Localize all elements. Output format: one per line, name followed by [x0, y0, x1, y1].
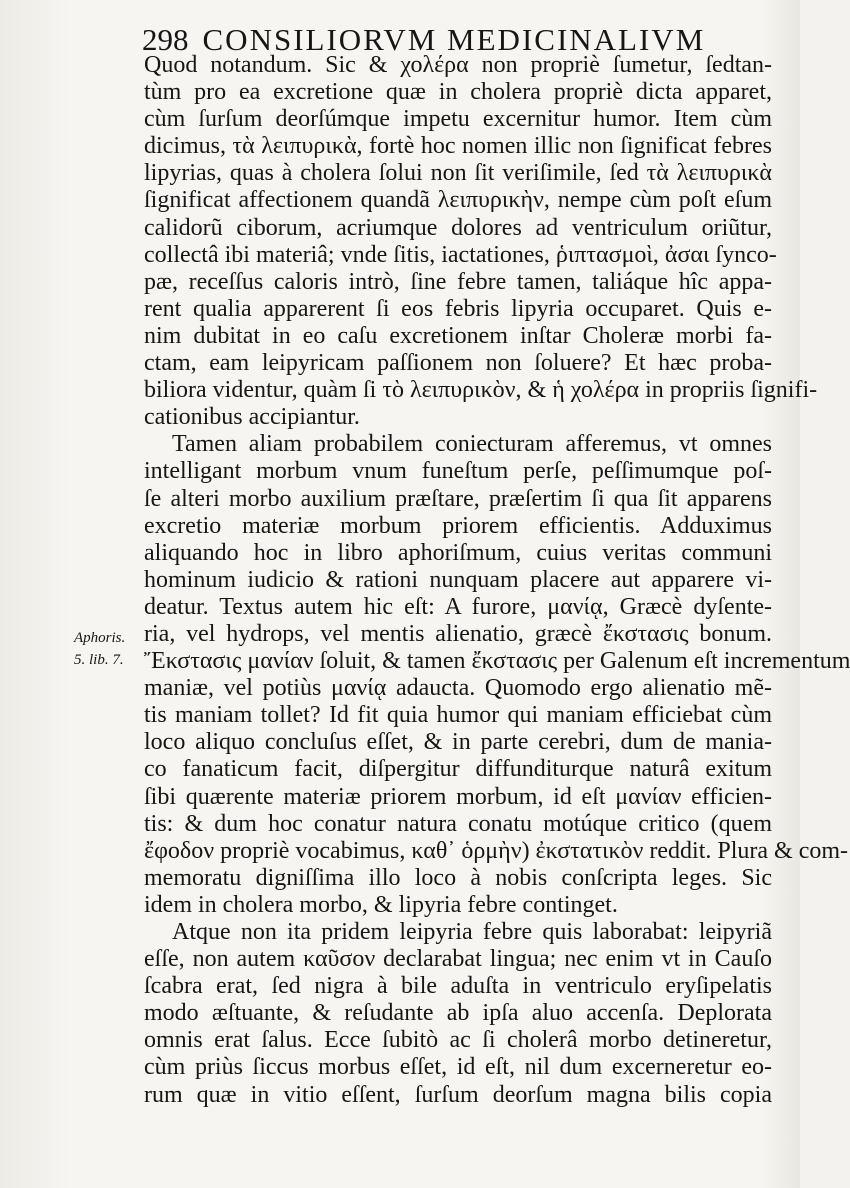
text-line: ſe alteri morbo auxilium præſtare, præſertim ſi qua ſit apparens	[144, 485, 772, 512]
text-line: ſignificat affectionem quandã λειπυρικὴν, nempe cùm poſt eſum	[144, 187, 772, 214]
text-line: pæ, receſſus caloris intrò, ſine febre tamen, taliáque hîc appa-	[144, 268, 772, 295]
text-line: ctam, eam leipyricam paſſionem non ſoluere? Et hæc proba-	[144, 350, 772, 377]
text-line: ἔφοδον propriè vocabimus, καθ᾽ ὁρμὴν) ἐκστατικὸν reddit. Plura & com-	[144, 837, 849, 864]
text-line: idem in cholera morbo, & lipyria febre continget.	[144, 891, 618, 918]
text-line: rent qualia apparerent ſi eos febris lipyria occuparet. Quis e-	[144, 295, 772, 322]
text-line: tis: & dum hoc conatur natura conatu motúque critico (quem	[144, 810, 772, 837]
text-line: Ἔκστασις μανίαν ſoluit, & tamen ἔκστασις per Galenum eſt incrementum	[144, 648, 850, 675]
text-line: tùm pro ea excretione quæ in cholera propriè dicta apparet,	[144, 79, 772, 106]
text-line: Quod notandum. Sic & χολέρα non propriè ſumetur, ſedtan-	[144, 52, 772, 78]
text-line: maniæ, vel potiùs μανίᾳ adaucta. Quomodo ergo alienatio mẽ-	[144, 675, 772, 702]
text-line: hominum iudicio & rationi nunquam placere aut apparere vi-	[144, 566, 772, 593]
body-text	[144, 52, 850, 1109]
text-line: ſcabra erat, ſed nigra à bile aduſta in ventriculo eryſipelatis	[144, 973, 772, 1000]
running-title: CONSILIORVM MEDICINALIVM	[202, 22, 706, 57]
text-line: nim dubitat in eo caſu excretionem inſtar Choleræ morbi fa-	[144, 322, 772, 349]
text-line: intelligant morbum vnum funeſtum perſe, peſſimumque poſ-	[144, 458, 772, 485]
text-line: cùm ſurſum deorſúmque impetu excernitur humor. Item cùm	[144, 106, 772, 133]
text-line: collectâ ibi materiâ; vnde ſitis, iactationes, ῥιπτασμοὶ, ἀσαι ſynco-	[144, 241, 777, 268]
margin-note-reference: 5. lib. 7.	[74, 652, 124, 668]
text-line: aliquando hoc in libro aphoriſmum, cuius veritas communi	[144, 539, 772, 566]
text-line: cùm priùs ſiccus morbus eſſet, id eſt, nil dum excerneretur eo-	[144, 1054, 772, 1081]
text-line: lipyrias, quas à cholera ſolui non ſit veriſimile, ſed τὰ λειπυρικὰ	[144, 160, 772, 187]
text-line: deatur. Textus autem hic eſt: A furore, μανίᾳ, Græcè dyſente-	[144, 593, 772, 620]
text-line: rum quæ in vitio eſſent, ſurſum deorſum magna bilis copia	[144, 1081, 772, 1108]
text-line: modo æſtuante, & reſudante ab ipſa aluo accenſa. Deplorata	[144, 1000, 772, 1027]
text-line: ria, vel hydrops, vel mentis alienatio, græcè ἔκστασις bonum.	[144, 620, 772, 647]
text-line: biliora videntur, quàm ſi τὸ λειπυρικὸν, & ἡ χολέρα in propriis ſignifi-	[144, 377, 818, 404]
page-number: 298	[142, 22, 189, 57]
text-line: excretio materiæ morbum priorem efficientis. Adduximus	[144, 512, 772, 539]
text-line: cationibus accipiantur.	[144, 404, 360, 431]
text-line: loco aliquo concluſus eſſet, & in parte cerebri, dum de mania-	[144, 729, 772, 756]
text-line: dicimus, τὰ λειπυρικὰ, fortè hoc nomen illic non ſignificat febres	[144, 133, 772, 160]
margin-note-aphorism: Aphoris.	[74, 630, 126, 646]
text-line: ſibi quærente materiæ priorem morbum, id eſt μανίαν efficien-	[144, 783, 772, 810]
text-line: eſſe, non autem καῦσον declarabat lingua; nec enim vt in Cauſo	[144, 946, 772, 973]
text-line: co fanaticum facit, diſpergitur diffunditurque naturâ exitum	[144, 756, 772, 783]
text-line: omnis erat ſalus. Ecce ſubitò ac ſi cholerâ morbo detineretur,	[144, 1027, 772, 1054]
paragraph-start-line: Tamen aliam probabilem coniecturam afferemus, vt omnes	[172, 431, 772, 458]
text-line: tis maniam tollet? Id fit quia humor qui maniam efficiebat cùm	[144, 702, 772, 729]
paragraph-start-line: Atque non ita pridem leipyria febre quis laborabat: leipyriã	[172, 919, 772, 945]
text-line: memoratu digniſſima illo loco à nobis conſcripta leges. Sic	[144, 864, 772, 891]
text-line: calidorũ ciborum, acriumque dolores ad ventriculum oriũtur,	[144, 214, 772, 241]
